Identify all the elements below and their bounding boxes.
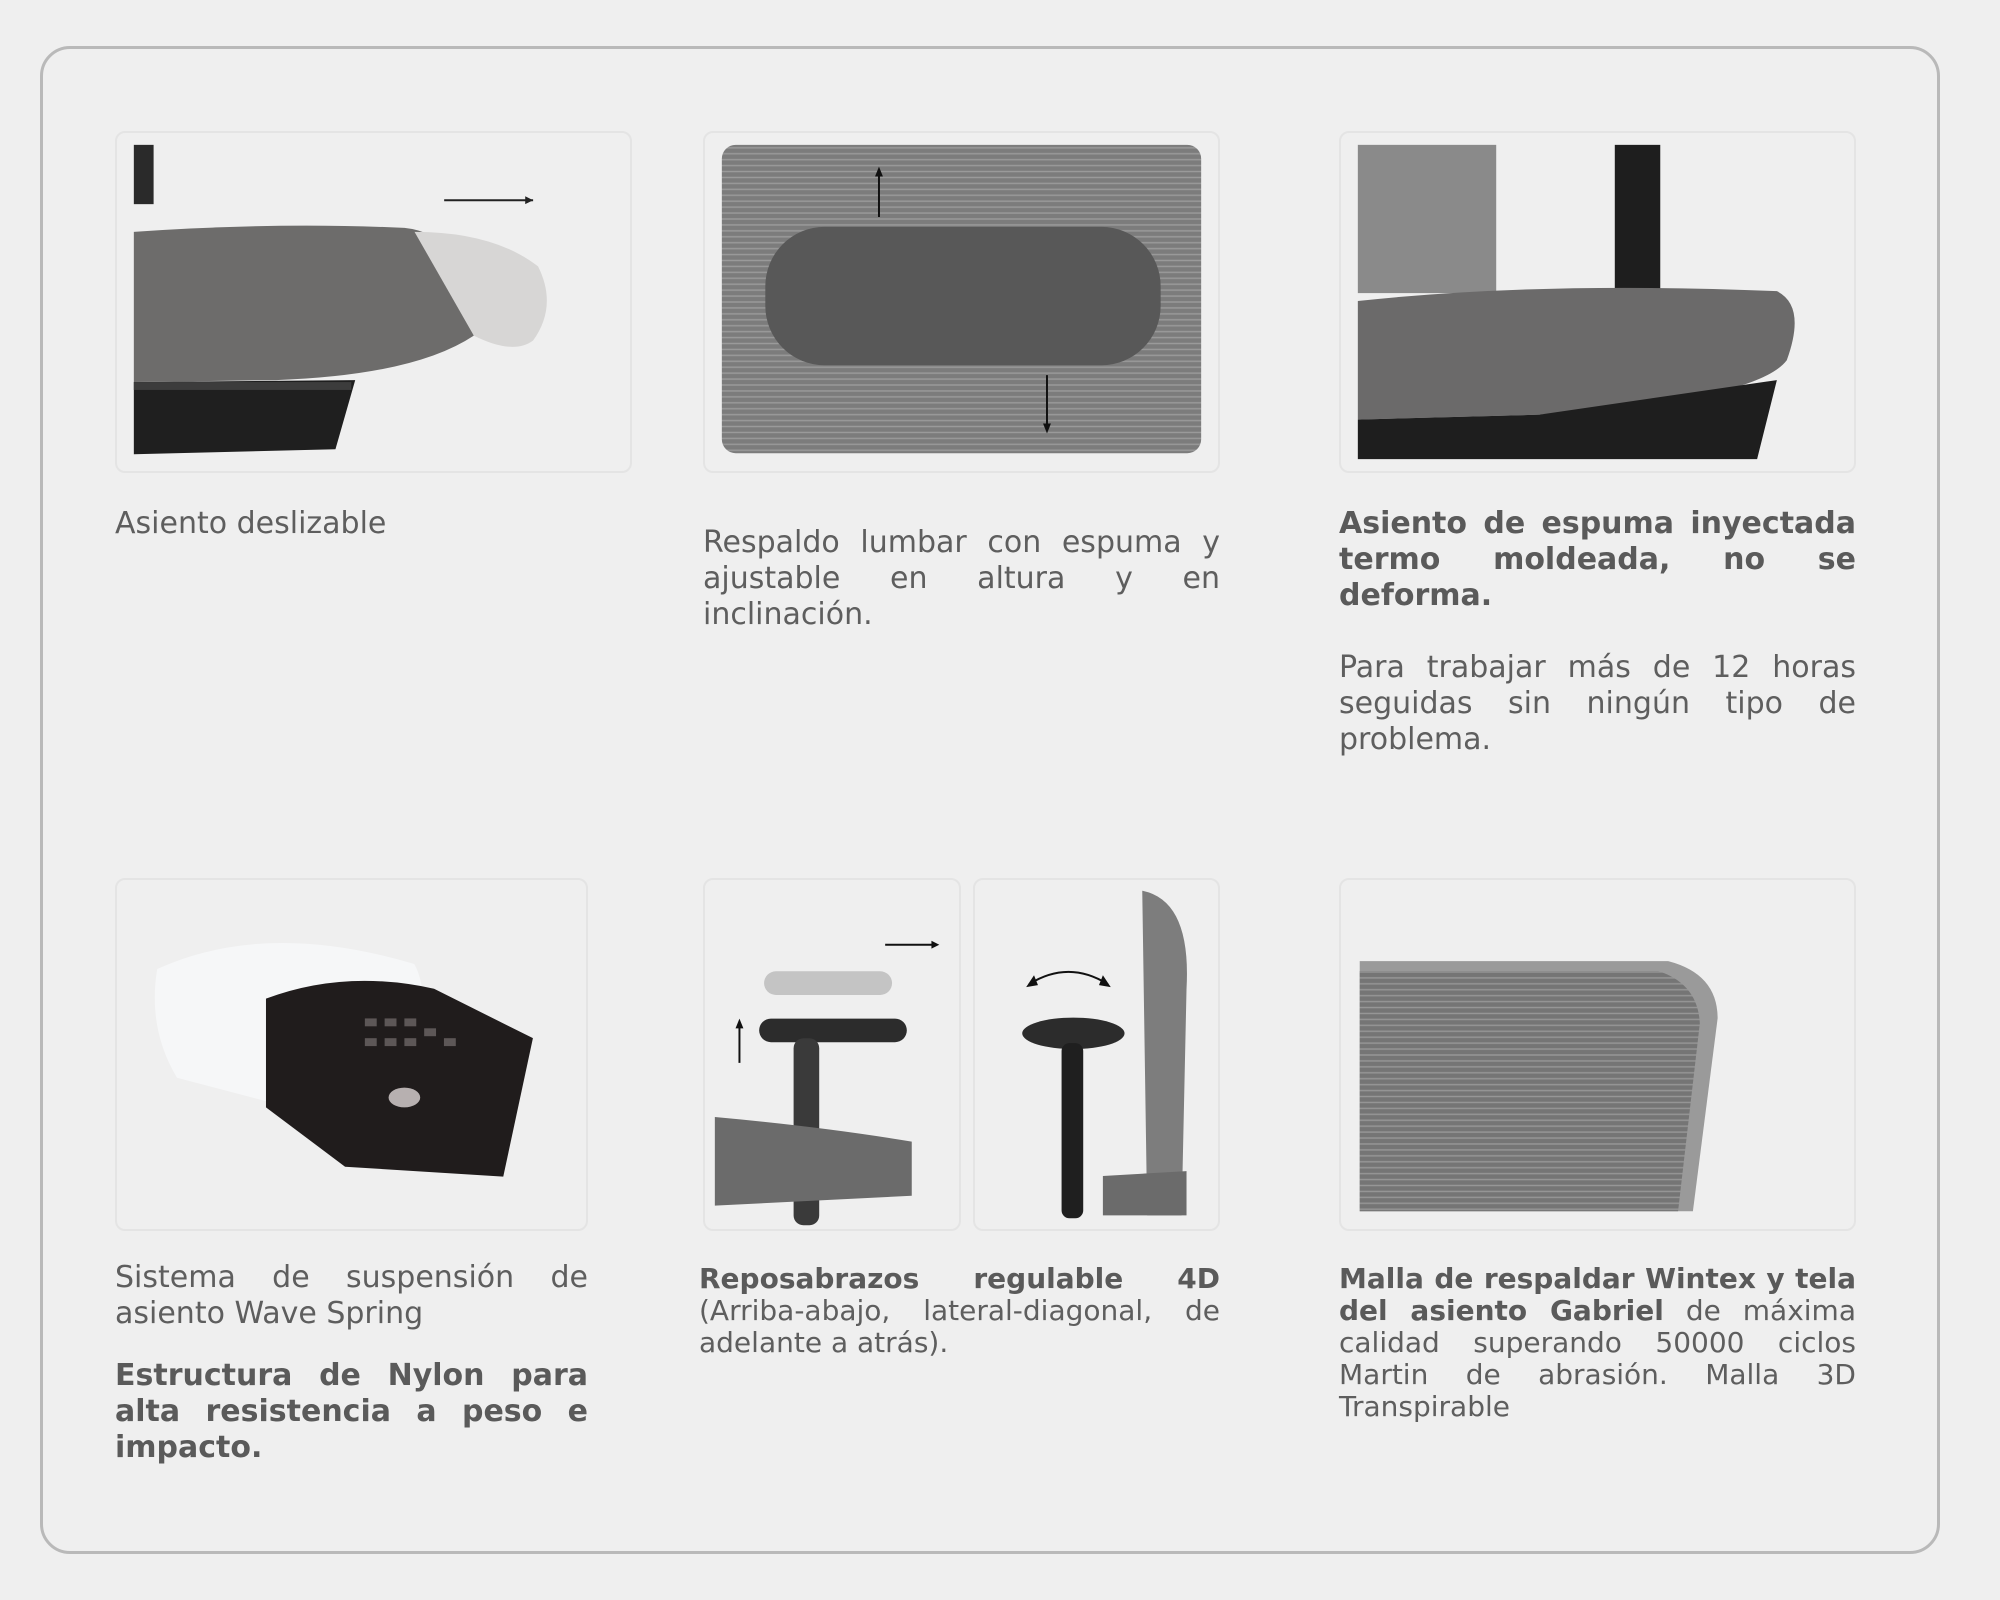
mesh-title: Malla de respaldar Wintex y tela del asiento Gabriel — [1339, 1262, 1856, 1327]
mesh-body: de máxima calidad superando 50000 ciclos Martin de abrasión. Malla 3D Transpirable — [1339, 1294, 1856, 1423]
foam-seat-photo — [1339, 131, 1856, 473]
suspension-note: Estructura de Nylon para alta resistencia a peso e impacto. — [115, 1358, 588, 1465]
foam-seat-title: Asiento de espuma inyectada termo moldeada, no se deforma. — [1339, 506, 1856, 613]
armrest-body: (Arriba-abajo, lateral-diagonal, de adelante a atrás). — [699, 1294, 1220, 1359]
suspension-text — [115, 1260, 588, 1466]
armrest-4d-photo — [703, 878, 961, 1231]
armrest-title: Reposabrazos regulable 4D — [699, 1262, 1220, 1295]
seat-slide-photo — [115, 131, 632, 473]
mesh-backrest-photo — [1339, 878, 1856, 1231]
suspension-caption: Sistema de suspensión de asiento Wave Spring — [115, 1260, 588, 1331]
mesh-text — [1339, 1263, 1856, 1423]
armrest-text — [699, 1263, 1220, 1359]
wave-spring-suspension-photo — [115, 878, 588, 1231]
lumbar-support-photo — [703, 131, 1220, 473]
lumbar-caption: Respaldo lumbar con espuma y ajustable en altura y en inclinación. — [703, 525, 1220, 632]
foam-seat-text — [1339, 506, 1856, 758]
foam-seat-body: Para trabajar más de 12 horas seguidas sin ningún tipo de problema. — [1339, 650, 1856, 757]
armrest-pivot-photo — [973, 878, 1220, 1231]
seat-slide-caption: Asiento deslizable — [115, 506, 387, 541]
